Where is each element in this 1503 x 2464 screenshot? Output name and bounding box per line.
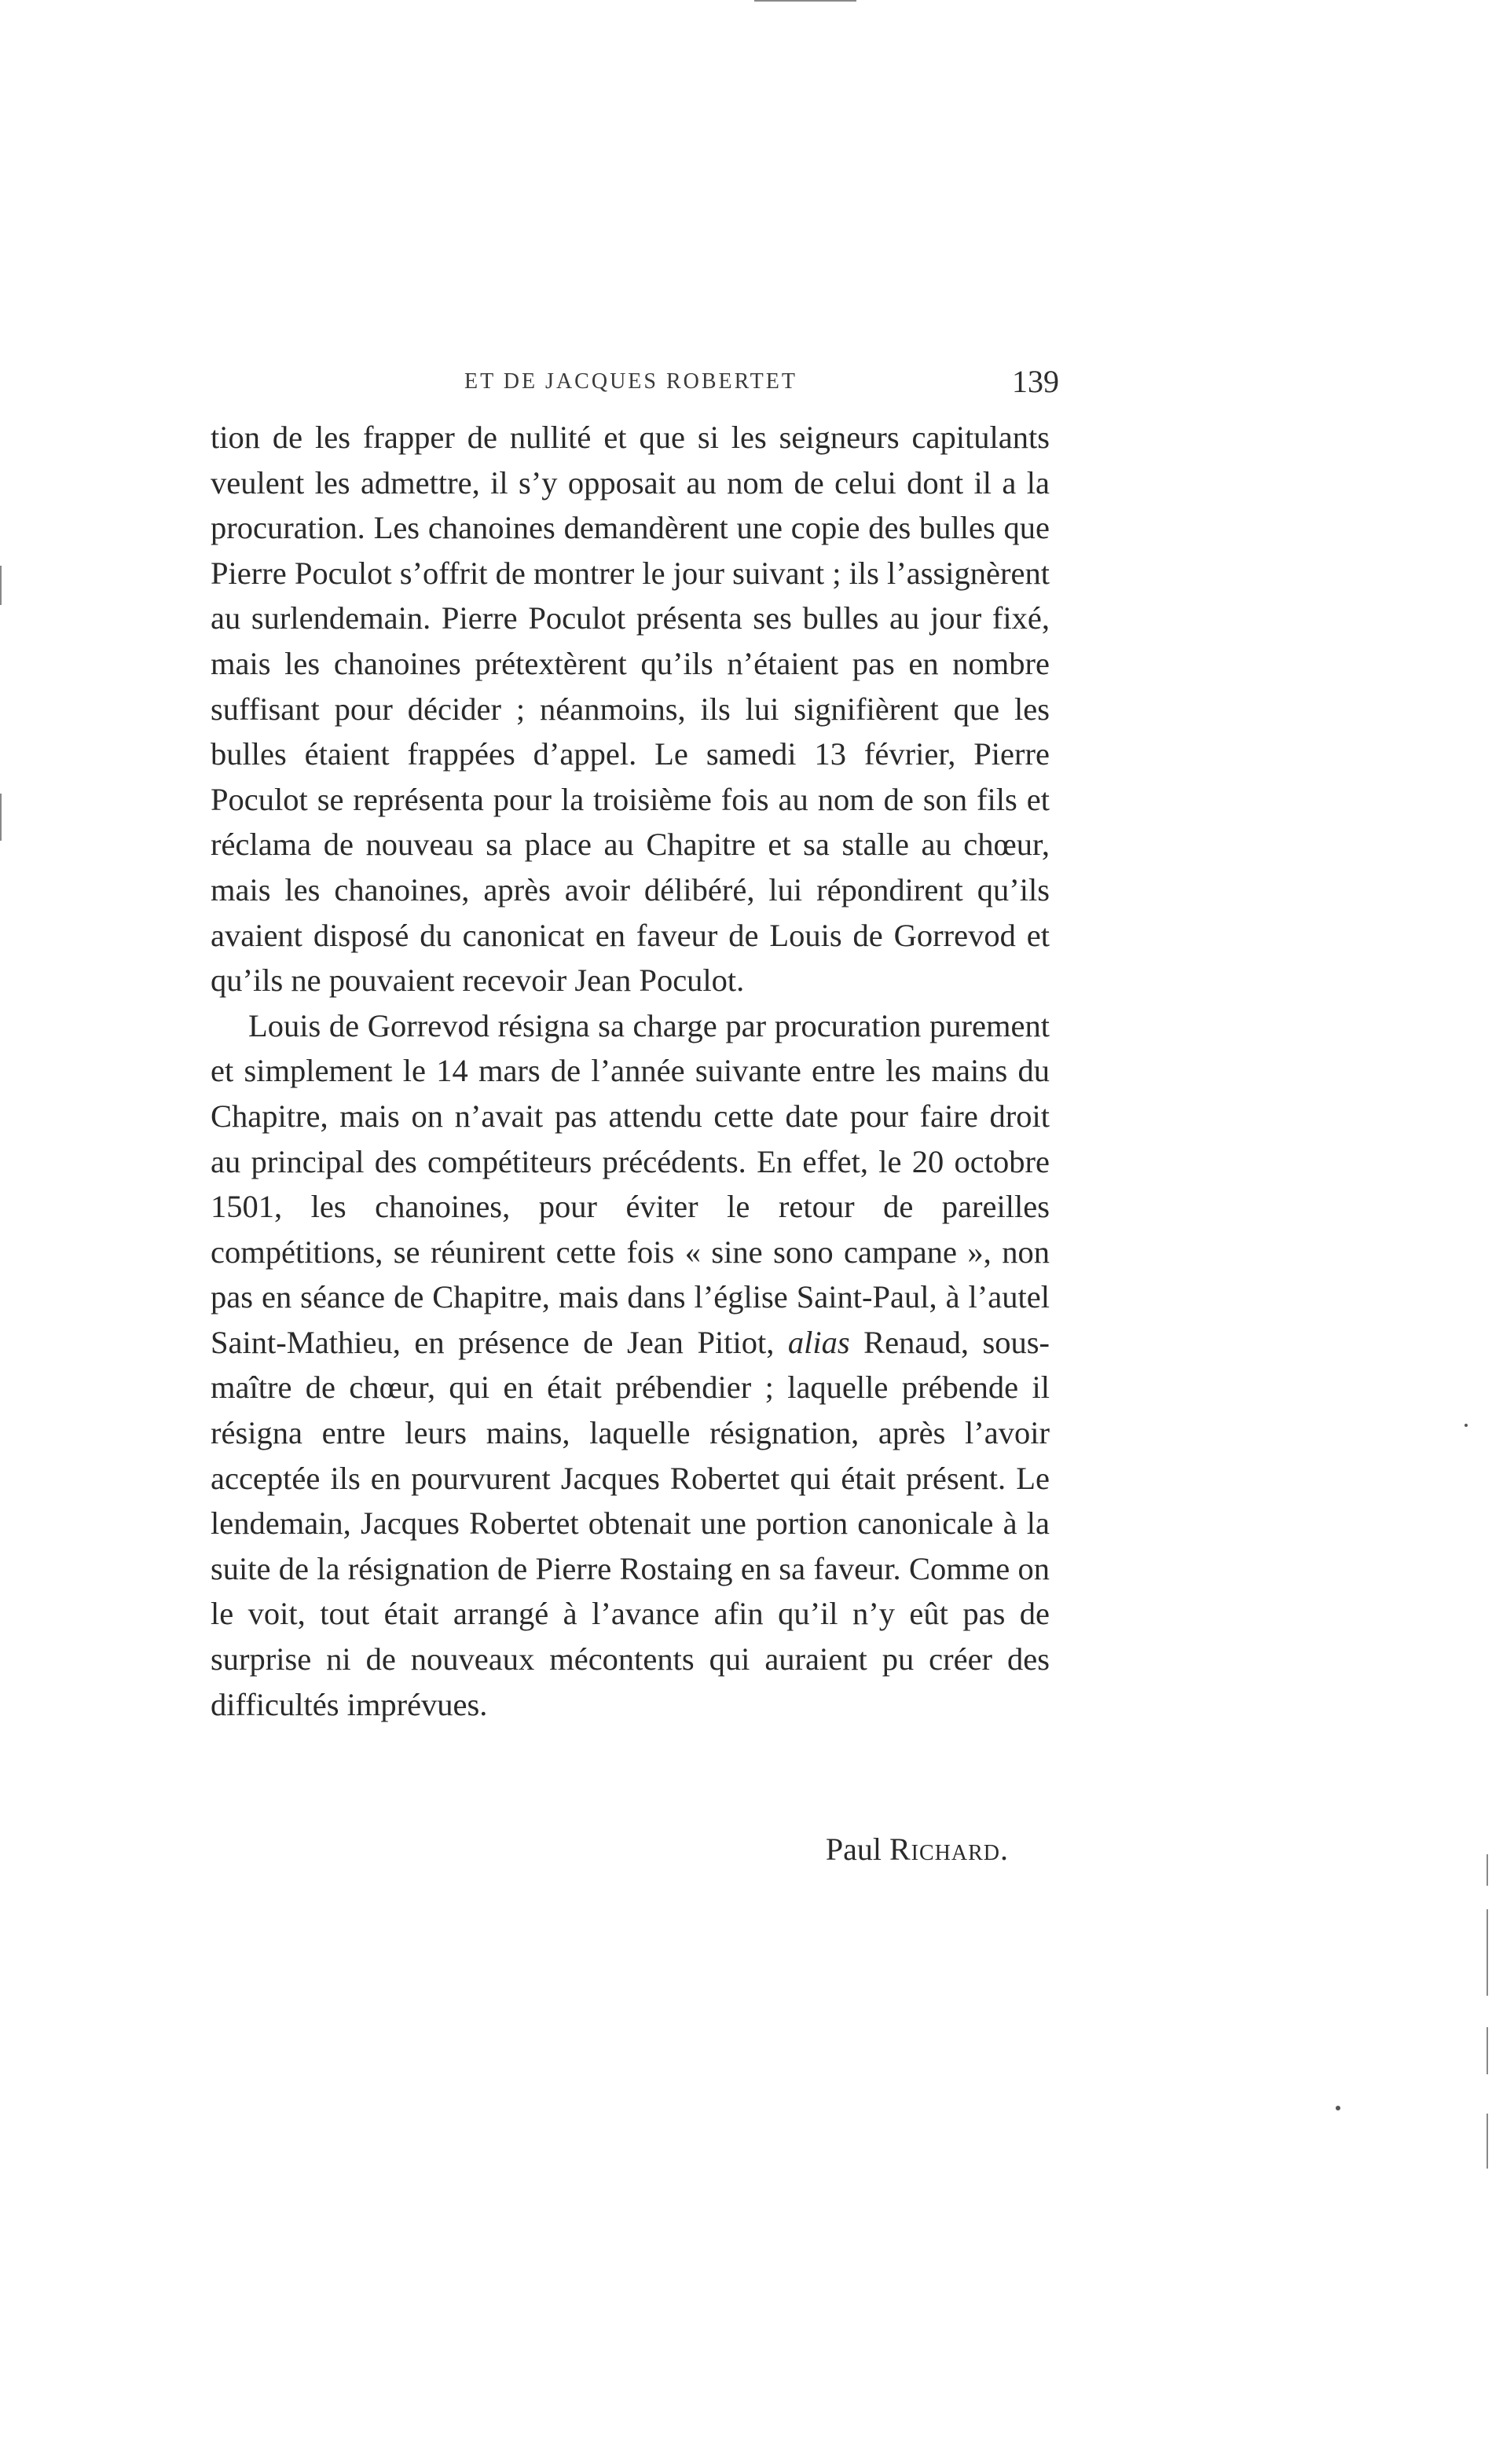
author-last-name: Richard. [889, 1832, 1009, 1867]
page-number: 139 [1012, 364, 1059, 399]
scan-mark [1487, 2114, 1488, 2169]
paragraph-1: tion de les frapper de nullité et que si les seigneurs capitulants veulent les admettre, il s’y opposait au nom de celui dont il a la procuration. Les chanoines demandèrent une copie des bulles que Pierre Poculot s’offrit de montrer le jour suivant ; ils l’assignèrent au surlendemain. Pierre Poculot présenta ses bulles au jour fixé, mais les chanoines prétextèrent qu’ils n’étaient pas en nombre suffisant pour décider ; néanmoins, ils lui signifièrent que les bulles étaient frappées d’appel. Le samedi 13 février, Pierre Poculot se représenta pour la troisième fois au nom de son fils et réclama de nouveau sa place au Chapitre et sa stalle au chœur, mais les chanoines, après avoir délibéré, lui répondirent qu’ils avaient disposé du canonicat en faveur de Louis de Gorrevod et qu’ils ne pouvaient recevoir Jean Poculot. [211, 420, 1050, 999]
author-first-name: Paul [825, 1832, 882, 1867]
paragraph-2-part-1: Louis de Gorrevod résigna sa charge par procuration purement et simplement le 14 mars de l’année suivante entre les mains du Chapitre, mais on n’avait pas attendu cette date pour faire droit au principal des compétiteurs précédents. En effet, le 20 octobre 1501, les chanoines, pour éviter le retour de pareilles compétitions, se réunirent cette fois « sine sono campane », non pas en séance de Chapitre, mais dans l’église Saint-Paul, à l’autel Saint-Mathieu, en présence de Jean Pitiot, [211, 1007, 1050, 1360]
scan-mark [1487, 1909, 1488, 1996]
scan-speck [1336, 2106, 1340, 2110]
scan-mark [1487, 1854, 1488, 1886]
scan-speck [1465, 1424, 1468, 1427]
scan-mark [0, 566, 2, 605]
paragraph-2 [211, 1003, 1050, 1728]
running-header [211, 363, 1059, 402]
running-title: ET DE JACQUES ROBERTET [464, 369, 797, 394]
scan-mark [0, 794, 2, 841]
body-text [211, 415, 1050, 1727]
author-signature [801, 1831, 1009, 1868]
paragraph-2-part-2: Renaud, sous-maître de chœur, qui en était prébendier ; laquelle prébende il résigna entre leurs mains, laquelle résignation, après l’avoir acceptée ils en pourvurent Jacques Robertet qui était présent. Le lendemain, Jacques Robertet obtenait une portion canonicale à la suite de la résignation de Pierre Rostaing en sa faveur. Comme on le voit, tout était arrangé à l’avance afin qu’il n’y eût pas de surprise ni de nouveaux mécontents qui auraient pu créer des difficultés imprévues. [211, 1324, 1050, 1722]
scan-mark [1487, 2027, 1488, 2074]
scan-mark [754, 0, 856, 2]
paragraph-2-italic: alias [787, 1324, 850, 1360]
